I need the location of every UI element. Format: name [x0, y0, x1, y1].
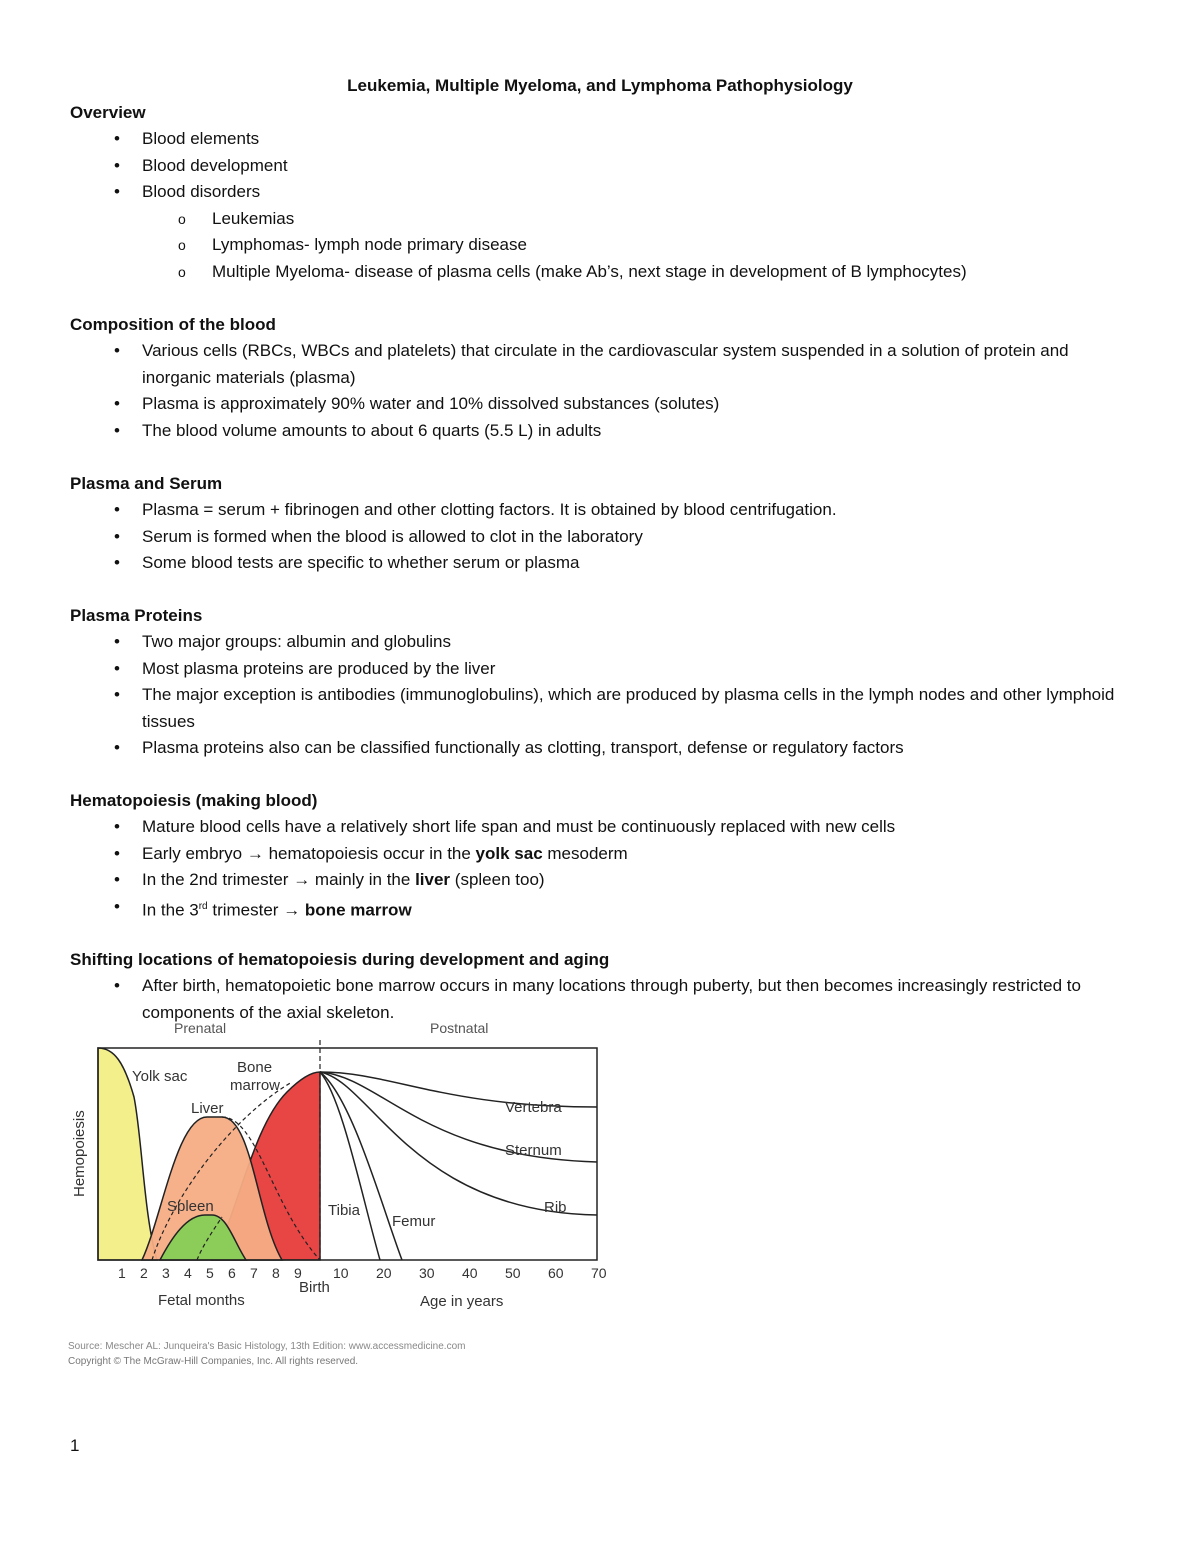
fetal-tick-label: 1 [118, 1265, 126, 1281]
section-composition [70, 312, 1130, 444]
text-run: In the 2nd trimester [142, 870, 294, 889]
list-item-text: Blood disorders [142, 182, 261, 201]
age-tick-label: 60 [548, 1265, 564, 1281]
birth-label: Birth [299, 1279, 330, 1296]
section-plasma-serum [70, 471, 1130, 577]
age-tick-label: 20 [376, 1265, 392, 1281]
figure-svg [62, 1017, 622, 1377]
section-hematopoiesis [70, 788, 1130, 924]
sternum-label: Sternum [505, 1142, 562, 1159]
tibia-label: Tibia [328, 1202, 360, 1219]
tibia-curve [320, 1072, 380, 1260]
list-item: • Plasma proteins also can be classified functionally as clotting, transport, defense or regulatory factors [70, 735, 1130, 762]
section-shifting [70, 947, 1130, 1026]
bold-term: bone marrow [304, 900, 412, 920]
spleen-label: Spleen [167, 1198, 214, 1215]
list-item [70, 841, 1130, 868]
yolk-sac-label: Yolk sac [132, 1068, 188, 1085]
fetal-tick-label: 8 [272, 1265, 280, 1281]
section-plasma-proteins [70, 603, 1130, 762]
list-item: • Plasma = serum + fibrinogen and other clotting factors. It is obtained by blood centrifugation. [70, 497, 1130, 524]
fetal-tick-label: 7 [250, 1265, 258, 1281]
vertebra-label: Vertebra [505, 1099, 562, 1116]
age-tick-label: 40 [462, 1265, 478, 1281]
fetal-tick-labels [118, 1265, 302, 1281]
sub-list-item: o Lymphomas- lymph node primary disease [70, 232, 1130, 259]
text-run: hematopoiesis occur in the [263, 843, 476, 863]
fetal-tick-label: 9 [294, 1265, 302, 1281]
age-tick-label: 30 [419, 1265, 435, 1281]
prenatal-label: Prenatal [174, 1020, 227, 1036]
arrow-icon: → [283, 900, 301, 920]
rib-label: Rib [544, 1199, 567, 1216]
arrow-icon: → [293, 870, 311, 889]
bullet-list [70, 629, 1130, 762]
fetal-axis-label: Fetal months [158, 1292, 245, 1309]
bullet-list [70, 338, 1130, 444]
list-item: • The blood volume amounts to about 6 quarts (5.5 L) in adults [70, 418, 1130, 445]
text-run: trimester [207, 900, 284, 920]
list-item [70, 894, 1130, 924]
text-run: mesoderm [542, 843, 628, 863]
list-item: • Blood development [70, 153, 1130, 180]
list-item: • Most plasma proteins are produced by the liver [70, 656, 1130, 683]
bullet-list [70, 497, 1130, 577]
list-item [70, 179, 1130, 285]
list-item: • Blood elements [70, 126, 1130, 153]
hematopoiesis-figure [62, 1017, 622, 1377]
bone-marrow-label-1: Bone [237, 1059, 273, 1076]
source-line: Source: Mescher AL: Junqueira's Basic Histology, 13th Edition: www.accessmedicine.com [68, 1341, 466, 1352]
list-item: • Two major groups: albumin and globulins [70, 629, 1130, 656]
femur-label: Femur [392, 1213, 436, 1230]
section-heading: Plasma Proteins [70, 606, 203, 625]
age-tick-label: 50 [505, 1265, 521, 1281]
liver-label: Liver [191, 1100, 224, 1117]
section-heading: Composition of the blood [70, 315, 276, 334]
fetal-tick-label: 5 [206, 1265, 214, 1281]
list-item [70, 867, 1130, 894]
arrow-icon: → [246, 843, 264, 863]
list-item: • Some blood tests are specific to whether serum or plasma [70, 550, 1130, 577]
age-tick-labels [333, 1265, 607, 1281]
y-axis-label: Hemopoiesis [71, 1110, 88, 1197]
text-run: mainly in the [310, 870, 416, 889]
section-overview [70, 100, 1130, 285]
text-run: (spleen too) [450, 870, 545, 889]
section-heading: Plasma and Serum [70, 474, 223, 493]
fetal-tick-label: 4 [184, 1265, 192, 1281]
bone-marrow-label-2: marrow [230, 1077, 281, 1094]
bold-term: yolk sac [475, 843, 543, 863]
copyright-line: Copyright © The McGraw-Hill Companies, Inc. All rights reserved. [68, 1356, 359, 1367]
section-heading: Shifting locations of hematopoiesis during development and aging [70, 950, 610, 969]
bullet-list [70, 814, 1130, 924]
postnatal-label: Postnatal [430, 1020, 489, 1036]
text-run: Early embryo [142, 843, 247, 863]
sub-list-item: o Multiple Myeloma- disease of plasma cells (make Ab’s, next stage in development of B lymphocytes) [70, 259, 1130, 286]
document-title: Leukemia, Multiple Myeloma, and Lymphoma Pathophysiology [347, 76, 853, 95]
text-run: In the 3 [142, 900, 199, 920]
sub-list [142, 206, 1130, 286]
list-item: • The major exception is antibodies (immunoglobulins), which are produced by plasma cells in the lymph nodes and other lymphoid tissues [70, 682, 1130, 735]
list-item: • Serum is formed when the blood is allowed to clot in the laboratory [70, 524, 1130, 551]
section-heading: Hematopoiesis (making blood) [70, 791, 318, 810]
bold-term: liver [415, 870, 451, 889]
list-item: • After birth, hematopoietic bone marrow occurs in many locations through puberty, but then becomes increasingly restricted to components of the axial skeleton. [70, 973, 1130, 1026]
page-number: 1 [70, 1436, 80, 1455]
age-tick-label: 10 [333, 1265, 349, 1281]
fetal-tick-label: 3 [162, 1265, 170, 1281]
sub-list-item: o Leukemias [70, 206, 1130, 233]
age-tick-label: 70 [591, 1265, 607, 1281]
section-heading: Overview [70, 103, 146, 122]
fetal-tick-label: 2 [140, 1265, 148, 1281]
list-item: • Plasma is approximately 90% water and 10% dissolved substances (solutes) [70, 391, 1130, 418]
list-item: • Various cells (RBCs, WBCs and platelets) that circulate in the cardiovascular system suspended in a solution of protein and inorganic materials (plasma) [70, 338, 1130, 391]
list-item: • Mature blood cells have a relatively short life span and must be continuously replaced with new cells [70, 814, 1130, 841]
fetal-tick-label: 6 [228, 1265, 236, 1281]
bullet-list [70, 126, 1130, 285]
age-axis-label: Age in years [420, 1293, 504, 1310]
superscript: rd [198, 900, 208, 912]
